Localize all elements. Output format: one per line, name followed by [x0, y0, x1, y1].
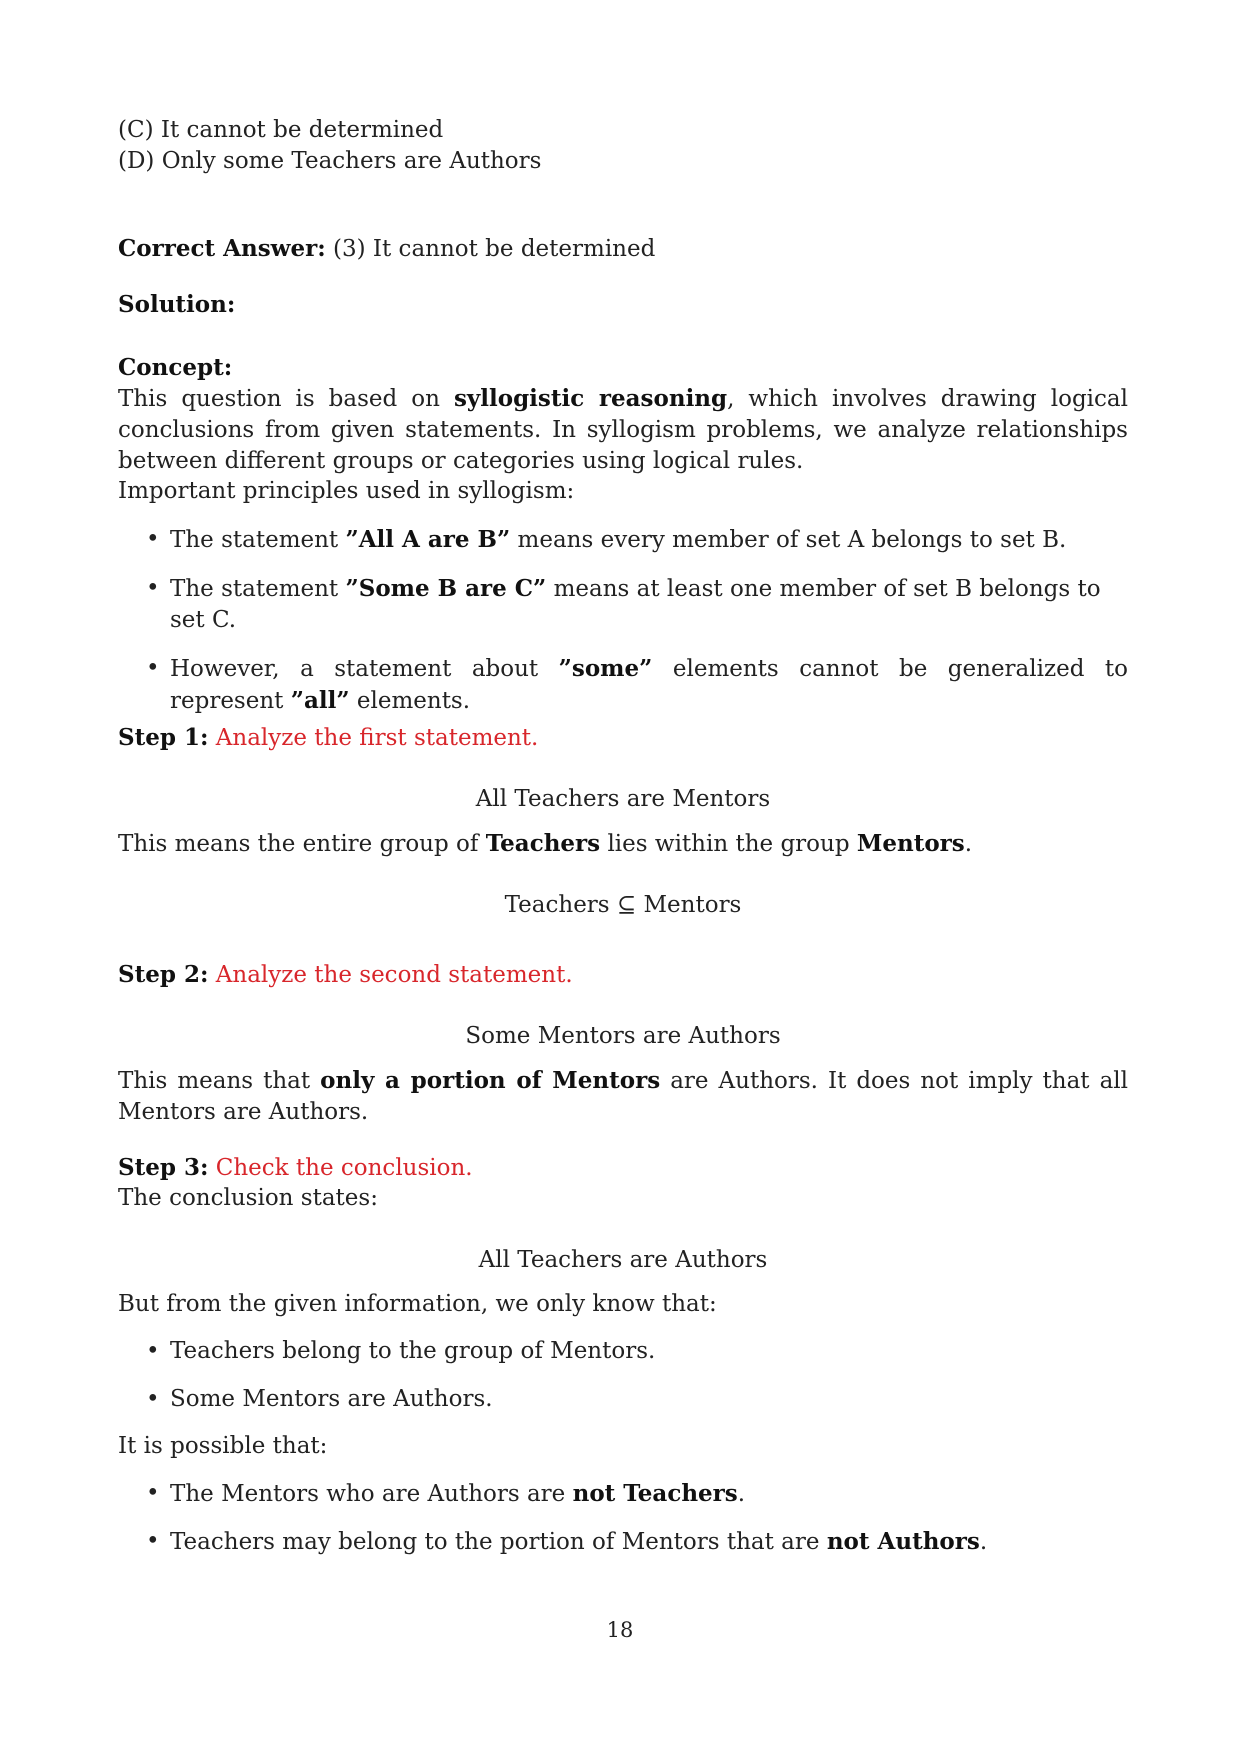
principles-list	[118, 524, 1128, 717]
correct-answer	[118, 233, 1128, 265]
principles-intro: Important principles used in syllogism:	[118, 478, 575, 504]
step2-title: Analyze the second statement.	[215, 962, 573, 988]
step3-statement: All Teachers are Authors	[478, 1247, 768, 1273]
step2-statement: Some Mentors are Authors	[465, 1023, 781, 1049]
concept-heading: Concept:	[118, 354, 233, 381]
step3-heading: Step 3: Check the conclusion.	[118, 1154, 473, 1181]
step3-intro: The conclusion states:	[118, 1185, 378, 1211]
concept-bold-term: syllogistic reasoning	[453, 385, 728, 412]
list-item: • The statement ”Some B are C” means at least one member of set B belongs to set C.	[118, 573, 1128, 636]
step1-heading: Step 1: Analyze the first statement.	[118, 724, 539, 751]
page-number: 18	[606, 1618, 634, 1642]
list-item: • Some Mentors are Authors.	[118, 1384, 1128, 1415]
list-item: • However, a statement about ”some” elements cannot be generalized to represent ”all” elements.	[118, 653, 1128, 717]
step3-title: Check the conclusion.	[215, 1155, 473, 1181]
list-item: • Teachers may belong to the portion of Mentors that are not Authors.	[118, 1526, 1128, 1558]
correct-answer-text: (3) It cannot be determined	[333, 236, 656, 262]
list-item: • Teachers belong to the group of Mentors.	[118, 1336, 1128, 1367]
step3-known-intro: But from the given information, we only know that:	[118, 1291, 717, 1317]
option-c: (C) It cannot be determined	[118, 117, 444, 143]
list-item: • The Mentors who are Authors are not Teachers.	[118, 1478, 1128, 1510]
option-d: (D) Only some Teachers are Authors	[118, 148, 542, 174]
step1-statement: All Teachers are Mentors	[475, 786, 771, 812]
step1-explanation: This means the entire group of Teachers lies within the group Mentors.	[118, 830, 973, 857]
correct-answer-label: Correct Answer:	[118, 235, 326, 262]
possible-intro: It is possible that:	[118, 1433, 328, 1459]
solution-heading: Solution:	[118, 291, 236, 318]
step2-heading: Step 2: Analyze the second statement.	[118, 961, 573, 988]
step1-formula: Teachers ⊆ Mentors	[504, 892, 742, 918]
list-item: • The statement ”All A are B” means every member of set A belongs to set B.	[118, 524, 1128, 556]
concept-paragraph: This question is based on syllogistic reasoning, which involves drawing logical conclusions from given statements. In syllogism problems, we analyze relationships between different groups or categories using logical rules.	[118, 385, 1128, 474]
possible-list	[118, 1478, 1128, 1558]
known-list	[118, 1336, 1128, 1415]
step2-explanation: This means that only a portion of Mentors are Authors. It does not imply that all Mentors are Authors.	[118, 1067, 1128, 1125]
step1-title: Analyze the first statement.	[215, 725, 539, 751]
